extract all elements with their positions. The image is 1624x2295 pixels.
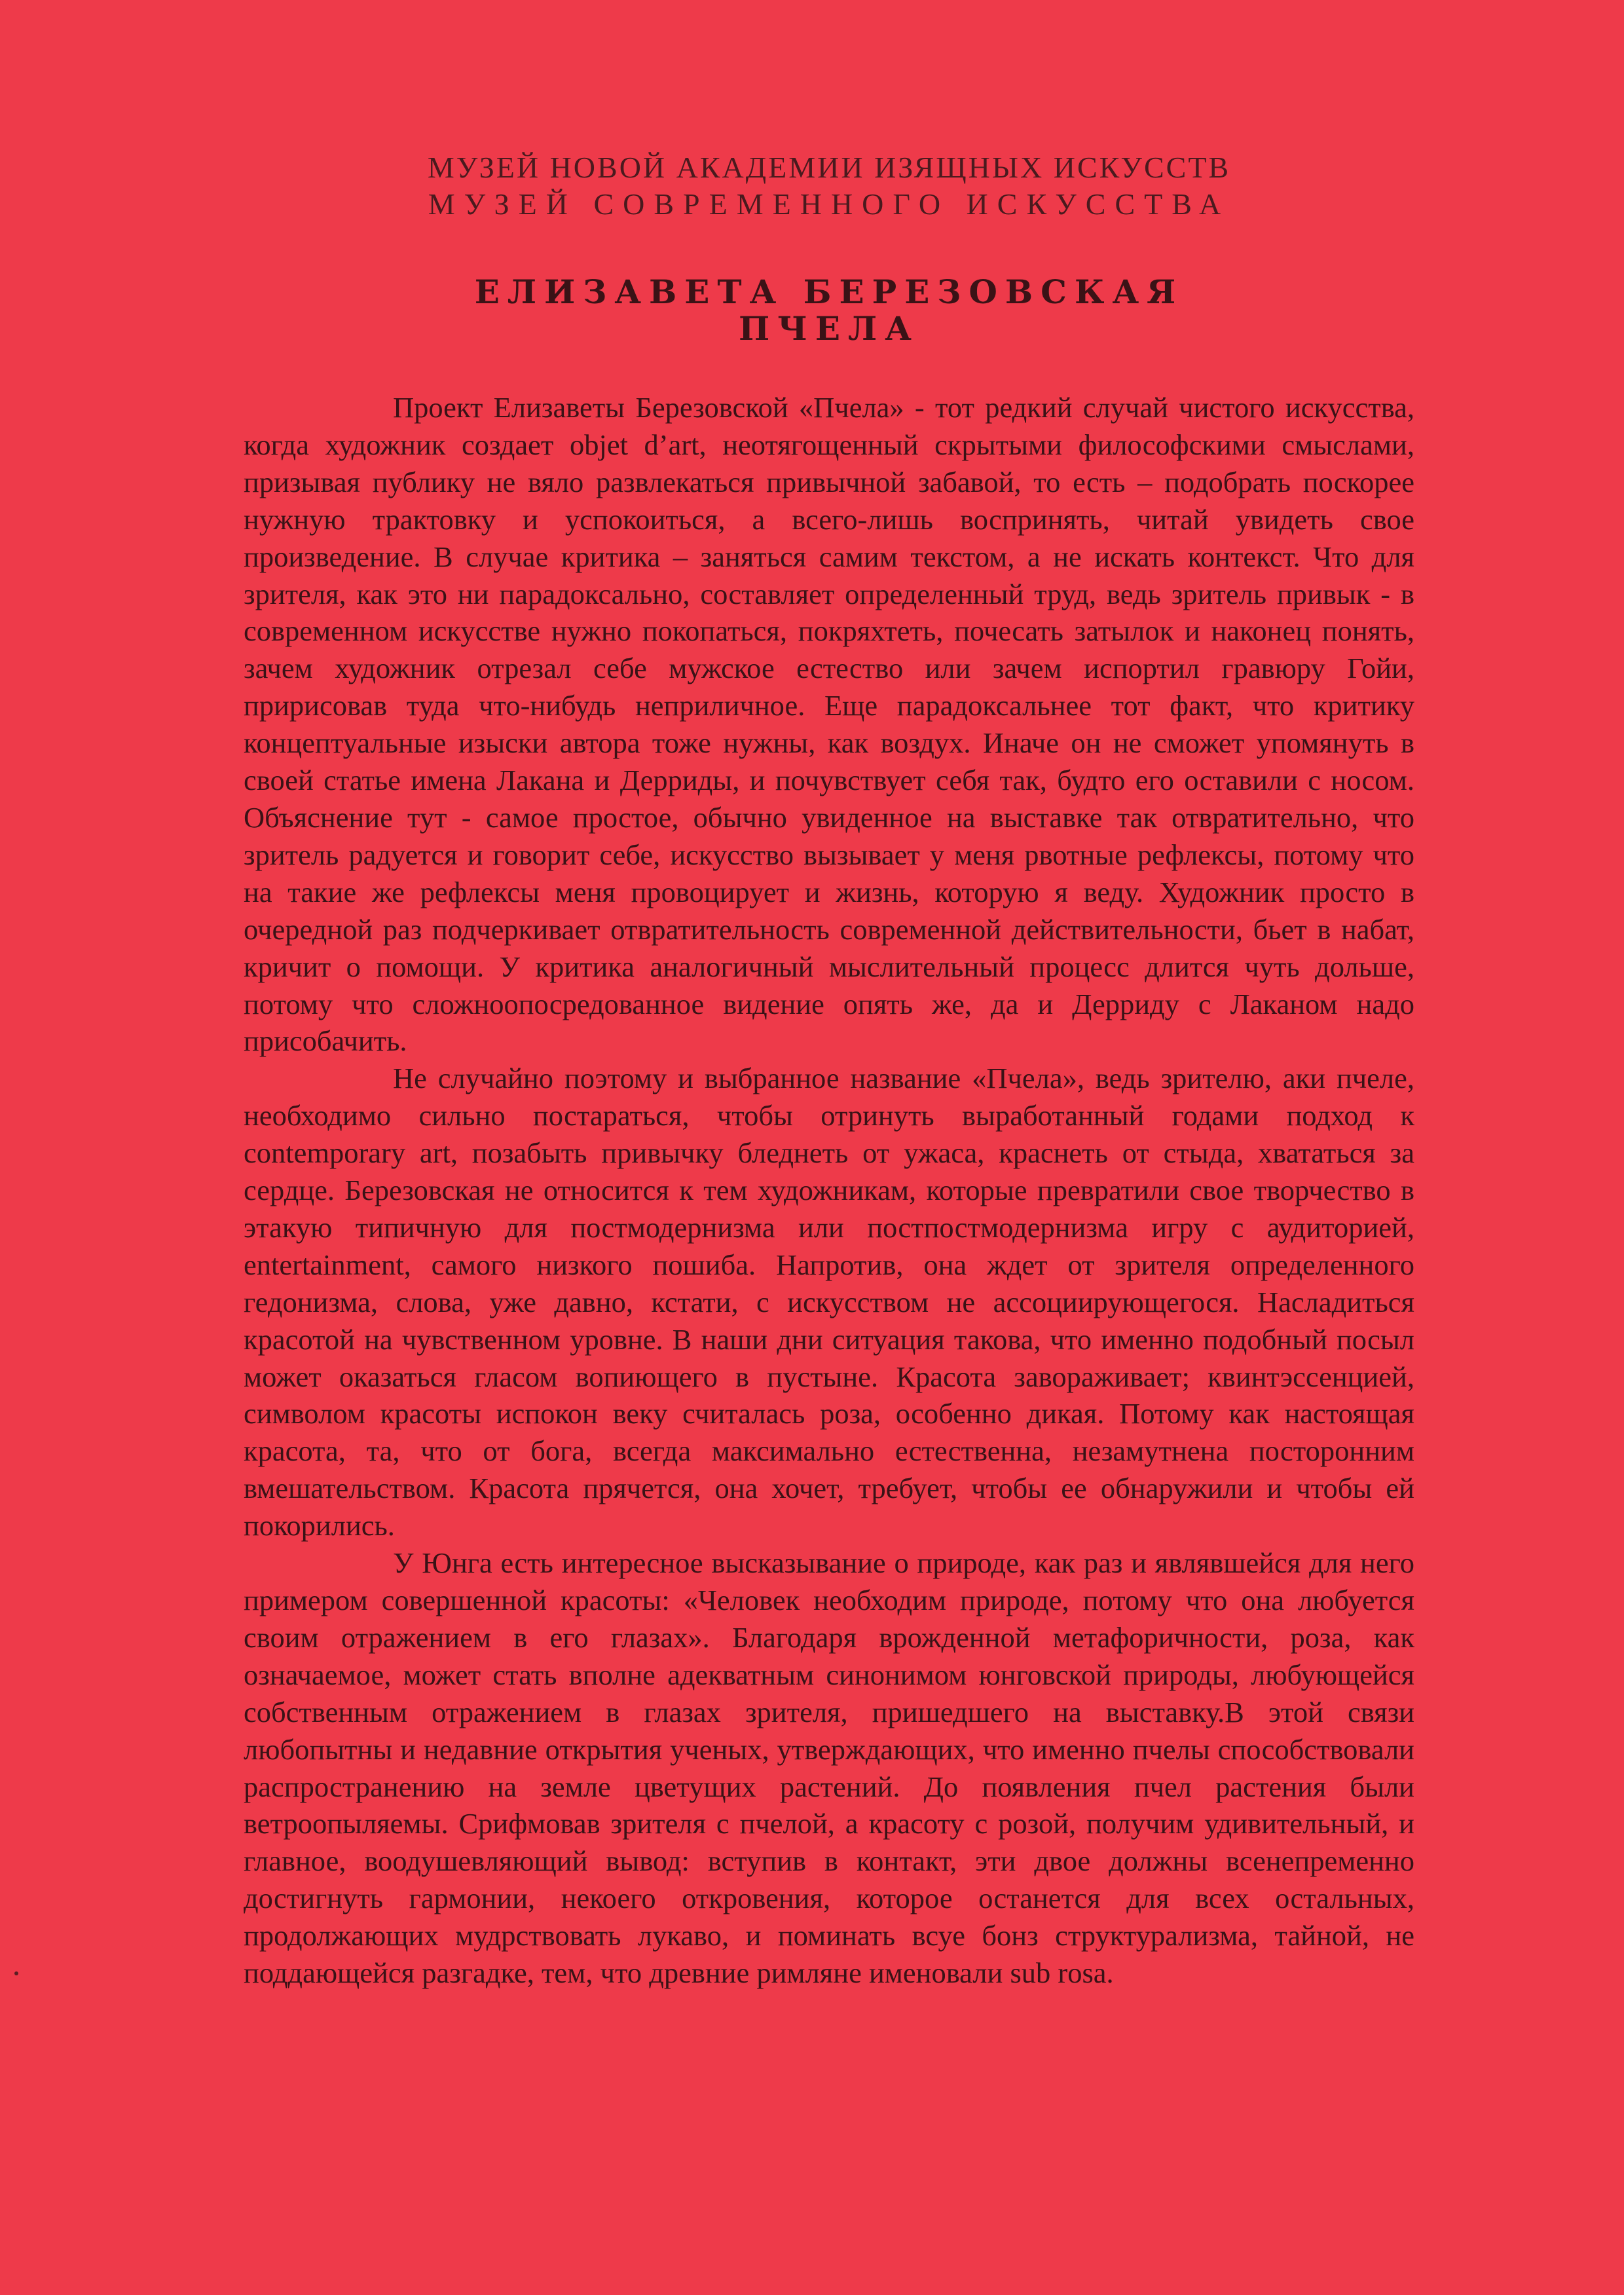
paragraph-3-text: У Юнга есть интересное высказывание о природе, как раз и являвшейся для него примером совершенной красоты: «Человек необходим природе, потому что она любуется своим отражением в его глазах». Благодаря врожденной метафоричности, роза, как означаемое, может стать вполне адекватным синонимом юнговской природы, любующейся собственным отражением в глазах зрителя, пришедшего на выставку.В этой связи любопытны и недавние открытия ученых, утверждающих, что именно пчелы способствовали распространению на земле цветущих растений. До появления пчел растения были ветроопыляемы. Срифмовав зрителя с пчелой, а красоту с розой, получим удивительный, и главное, воодушевляющий вывод: вступив в контакт, эти двое должны всенепременно достигнуть гармонии, некоего откровения, которое останется для всех остальных, продолжающих мудрствовать лукаво, и поминать всуе бонз структурализма, тайной, не поддающейся разгадке, тем, что древние римляне именовали sub rosa.	[244, 1546, 1414, 1990]
work-title: ПЧЕЛА	[739, 309, 919, 348]
museum-name-line-1: МУЗЕЙ НОВОЙ АКАДЕМИИ ИЗЯЩНЫХ ИСКУССТВ	[427, 151, 1231, 184]
title-block	[244, 274, 1414, 347]
scan-speck	[14, 1971, 18, 1975]
paragraph-1	[244, 389, 1414, 1060]
paragraph-2-text: Не случайно поэтому и выбранное название «Пчела», ведь зрителю, аки пчеле, необходимо сильно постараться, чтобы отринуть выработанный годами подход к contemporary art, позабыть привычку бледнеть от ужаса, краснеть от стыда, хвататься за сердце. Березовская не относится к тем художникам, которые превратили свое творчество в этакую типичную для постмодернизма или постпостмодернизма игру с аудиторией, entertainment, самого низкого пошиба. Напротив, она ждет от зрителя определенного гедонизма, слова, уже давно, кстати, с искусством не ассоциирующегося. Насладиться красотой на чувственном уровне. В наши дни ситуация такова, что именно подобный посыл может оказаться гласом вопиющего в пустыне. Красота завораживает; квинтэссенцией, символом красоты испокон веку считалась роза, особенно дикая. Потому как настоящая красота, та, что от бога, всегда максимально естественна, незамутнена посторонним вмешательством. Красота прячется, она хочет, требует, чтобы ее обнаружили и чтобы ей покорились.	[244, 1062, 1414, 1542]
artist-name: ЕЛИЗАВЕТА БЕРЕЗОВСКАЯ	[474, 272, 1184, 311]
paragraph-2	[244, 1060, 1414, 1544]
body-text	[244, 389, 1414, 1992]
paragraph-3	[244, 1544, 1414, 1992]
document-content	[244, 149, 1414, 1992]
museum-name-line-2: МУЗЕЙ СОВРЕМЕННОГО ИСКУССТВА	[428, 187, 1230, 221]
paragraph-1-text: Проект Елизаветы Березовской «Пчела» - тот редкий случай чистого искусства, когда художник создает objet d’art, неотягощенный скрытыми философскими смыслами, призывая публику не вяло развлекаться привычной забавой, то есть – подобрать поскорее нужную трактовку и успокоиться, а всего-лишь воспринять, читай увидеть свое произведение. В случае критика – заняться самим текстом, а не искать контекст. Что для зрителя, как это ни парадоксально, составляет определенный труд, ведь зритель привык - в современном искусстве нужно покопаться, покряхтеть, почесать затылок и наконец понять, зачем художник отрезал себе мужское естество или зачем испортил гравюру Гойи, пририсовав туда что-нибудь неприличное. Еще парадоксальнее тот факт, что критику концептуальные изыски автора тоже нужны, как воздух. Иначе он не сможет упомянуть в своей статье имена Лакана и Дерриды, и почувствует себя так, будто его оставили с носом. Объяснение тут - самое простое, обычно увиденное на выставке так отвратительно, что зритель радуется и говорит себе, искусство вызывает у меня рвотные рефлексы, потому что на такие же рефлексы меня провоцирует и жизнь, которую я веду. Художник просто в очередной раз подчеркивает отвратительность современной действительности, бьет в набат, кричит о помощи. У критика аналогичный мыслительный процесс длится чуть дольше, потому что сложноопосредованное видение опять же, да и Дерриду с Лаканом надо присобачить.	[244, 391, 1414, 1058]
